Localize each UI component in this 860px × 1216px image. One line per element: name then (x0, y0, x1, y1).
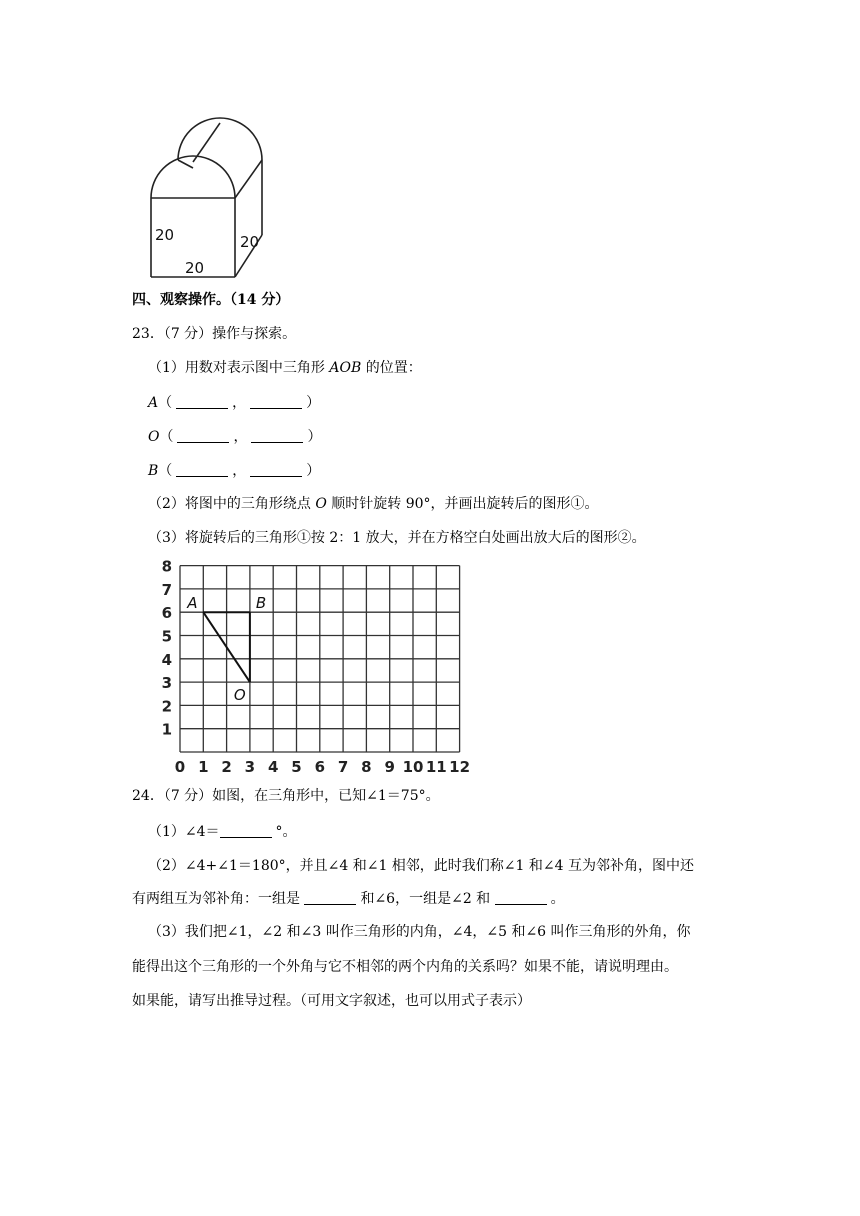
point-b-y-blank[interactable] (250, 462, 302, 477)
q23-point-a-row (148, 393, 320, 413)
q23-part2-var: O (315, 496, 327, 512)
q24-header: 24．（7 分）如图，在三角形中，已知∠1＝75°。 (132, 788, 440, 804)
point-o-name: O (148, 429, 160, 445)
q24-part3-line3: 如果能，请写出推导过程。（可用文字叙述，也可以用式子表示） (132, 993, 531, 1009)
y-tick-label: 5 (161, 627, 172, 646)
x-tick-label: 12 (449, 758, 471, 776)
solid-label-right: 20 (240, 233, 260, 251)
point-o-close: ） (307, 429, 322, 445)
x-tick-label: 5 (291, 758, 302, 776)
x-tick-label: 11 (425, 758, 447, 776)
q23-part1 (148, 358, 422, 378)
y-tick-label: 3 (161, 674, 172, 693)
point-o-open: （ (159, 429, 174, 445)
arched-solid-figure (140, 110, 290, 282)
coordinate-grid (150, 558, 480, 780)
q23-part1-post: 的位置： (361, 360, 422, 376)
point-o-comma: ， (233, 429, 248, 445)
y-tick-label: 8 (161, 558, 172, 576)
q23-point-o-row (148, 427, 321, 447)
point-label-b: B (255, 594, 267, 613)
angle4-blank[interactable] (220, 823, 272, 838)
q24-part1-pre: （1）∠4＝ (148, 824, 220, 840)
adjacent-angle-blank-1[interactable] (304, 890, 356, 905)
q23-part3: （3）将旋转后的三角形①按 2：1 放大，并在方格空白处画出放大后的图形②。 (148, 530, 646, 546)
solid-label-bottom: 20 (185, 259, 205, 277)
q24-part1-post: °。 (275, 824, 297, 840)
q24-part3-line1: （3）我们把∠1，∠2 和∠3 叫作三角形的内角，∠4，∠5 和∠6 叫作三角形的外角，你 (148, 924, 691, 940)
y-tick-label: 1 (161, 720, 172, 739)
y-tick-label: 2 (161, 697, 172, 716)
point-a-open: （ (158, 395, 173, 411)
y-tick-label: 6 (161, 604, 172, 623)
point-a-comma: ， (232, 395, 247, 411)
point-b-comma: ， (232, 463, 247, 479)
q24-part3-line2: 能得出这个三角形的一个外角与它不相邻的两个内角的关系吗？如果不能，请说明理由。 (132, 959, 678, 975)
point-a-name: A (148, 395, 159, 411)
q23-part2-post: 顺时针旋转 90°，并画出旋转后的图形①。 (326, 496, 599, 512)
point-label-o: O (233, 686, 246, 705)
point-a-y-blank[interactable] (250, 394, 302, 409)
x-tick-label: 1 (198, 758, 209, 776)
q23-point-b-row (148, 461, 320, 481)
x-tick-label: 2 (221, 758, 232, 776)
x-tick-label: 7 (337, 758, 349, 776)
x-tick-label: 6 (314, 758, 326, 776)
q23-part1-pre: （1）用数对表示图中三角形 (148, 360, 330, 376)
x-tick-label: 8 (361, 758, 372, 776)
x-tick-label: 9 (384, 758, 395, 776)
point-o-x-blank[interactable] (177, 428, 229, 443)
q24-part1 (148, 822, 297, 842)
point-a-close: ） (306, 395, 321, 411)
x-tick-label: 0 (174, 758, 186, 776)
y-tick-label: 4 (161, 650, 172, 669)
q24-part2-b: 和∠6，一组是∠2 和 (360, 891, 495, 907)
q24-part2-line1: （2）∠4+∠1＝180°，并且∠4 和∠1 相邻，此时我们称∠1 和∠4 互为邻补角，图中还 (148, 858, 694, 874)
point-b-x-blank[interactable] (176, 462, 228, 477)
x-tick-label: 3 (244, 758, 256, 776)
point-o-y-blank[interactable] (251, 428, 303, 443)
q23-part2 (148, 494, 599, 514)
q23-part2-pre: （2）将图中的三角形绕点 (148, 496, 316, 512)
y-tick-label: 7 (161, 580, 172, 599)
adjacent-angle-blank-2[interactable] (495, 890, 547, 905)
point-b-name: B (148, 463, 159, 479)
q24-part2-a: 有两组互为邻补角：一组是 (132, 891, 305, 907)
solid-label-left: 20 (155, 226, 175, 244)
q24-part2-c: 。 (550, 891, 565, 907)
q24-part2-line2 (132, 889, 565, 909)
q23-part1-var: AOB (329, 360, 362, 376)
x-tick-label: 4 (267, 758, 279, 776)
point-b-open: （ (158, 463, 173, 479)
point-b-close: ） (306, 463, 321, 479)
q23-header: 23．（7 分）操作与探索。 (132, 326, 297, 342)
point-a-x-blank[interactable] (176, 394, 228, 409)
section-4-title: 四、观察操作。（14 分） (132, 292, 290, 308)
x-tick-label: 10 (402, 758, 424, 776)
point-label-a: A (187, 594, 198, 613)
